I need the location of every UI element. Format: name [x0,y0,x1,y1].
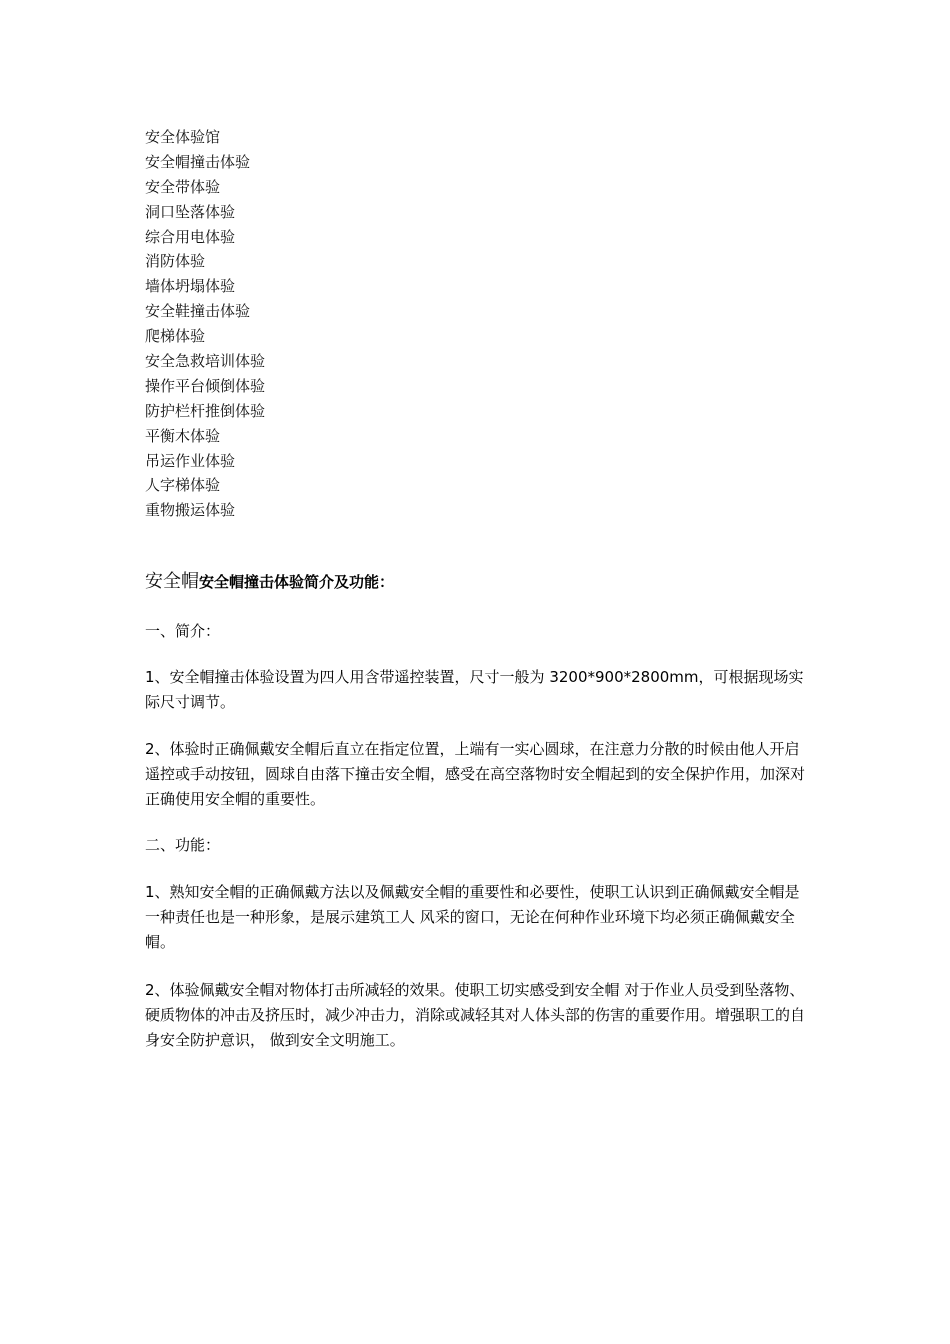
list-item: 爬梯体验 [145,327,206,346]
heading-prefix: 安全帽 [145,571,199,592]
intro-paragraph-1: 1、安全帽撞击体验设置为四人用含带遥控装置，尺寸一般为 3200*900*2800mm，可根据现场实际尺寸调节。 [145,668,804,711]
list-item: 墙体坍塌体验 [145,277,236,296]
list-item: 安全带体验 [145,177,221,196]
list-item: 吊运作业体验 [145,451,236,470]
intro-heading: 一、简介： [145,622,221,640]
list-item: 安全体验馆 [145,128,221,146]
intro-paragraph-2: 2、体验时正确佩戴安全帽后直立在指定位置，上端有一实心圆球，在注意力分散的时候由他人开启遥控或手动按钮，圆球自由落下撞击安全帽，感受在高空落物时安全帽起到的安全保护作用，加深对正确使用安全帽的重要性。 [145,740,806,808]
section-heading [145,568,810,596]
list-item: 重物搬运体验 [145,501,236,520]
list-item: 安全鞋撞击体验 [145,302,251,321]
list-item: 综合用电体验 [145,227,236,246]
function-paragraph-2: 2、体验佩戴安全帽对物体打击所减轻的效果。使职工切实感受到安全帽 对于作业人员受到坠落物、硬质物体的冲击及挤压时，减少冲击力，消除或减轻其对人体头部的伤害的重要作用。增强职工的自身安全防护意识， 做到安全文明施工。 [145,981,806,1049]
experience-list [145,125,265,523]
list-item: 安全帽撞击体验 [145,152,251,171]
function-heading: 二、功能： [145,836,221,854]
list-item: 人字梯体验 [145,476,221,495]
list-item: 安全急救培训体验 [145,352,266,371]
function-paragraph-1: 1、熟知安全帽的正确佩戴方法以及佩戴安全帽的重要性和必要性，使职工认识到正确佩戴安全帽是一种责任也是一种形象，是展示建筑工人 风采的窗口，无论在何种作业环境下均必须正确佩戴安全帽。 [145,883,800,951]
list-item: 洞口坠落体验 [145,202,236,221]
list-item: 消防体验 [145,252,206,271]
list-item: 平衡木体验 [145,426,221,445]
list-item: 防护栏杆推倒体验 [145,401,266,420]
heading-title: 安全帽撞击体验简介及功能： [199,573,395,591]
list-item: 操作平台倾倒体验 [145,376,266,395]
